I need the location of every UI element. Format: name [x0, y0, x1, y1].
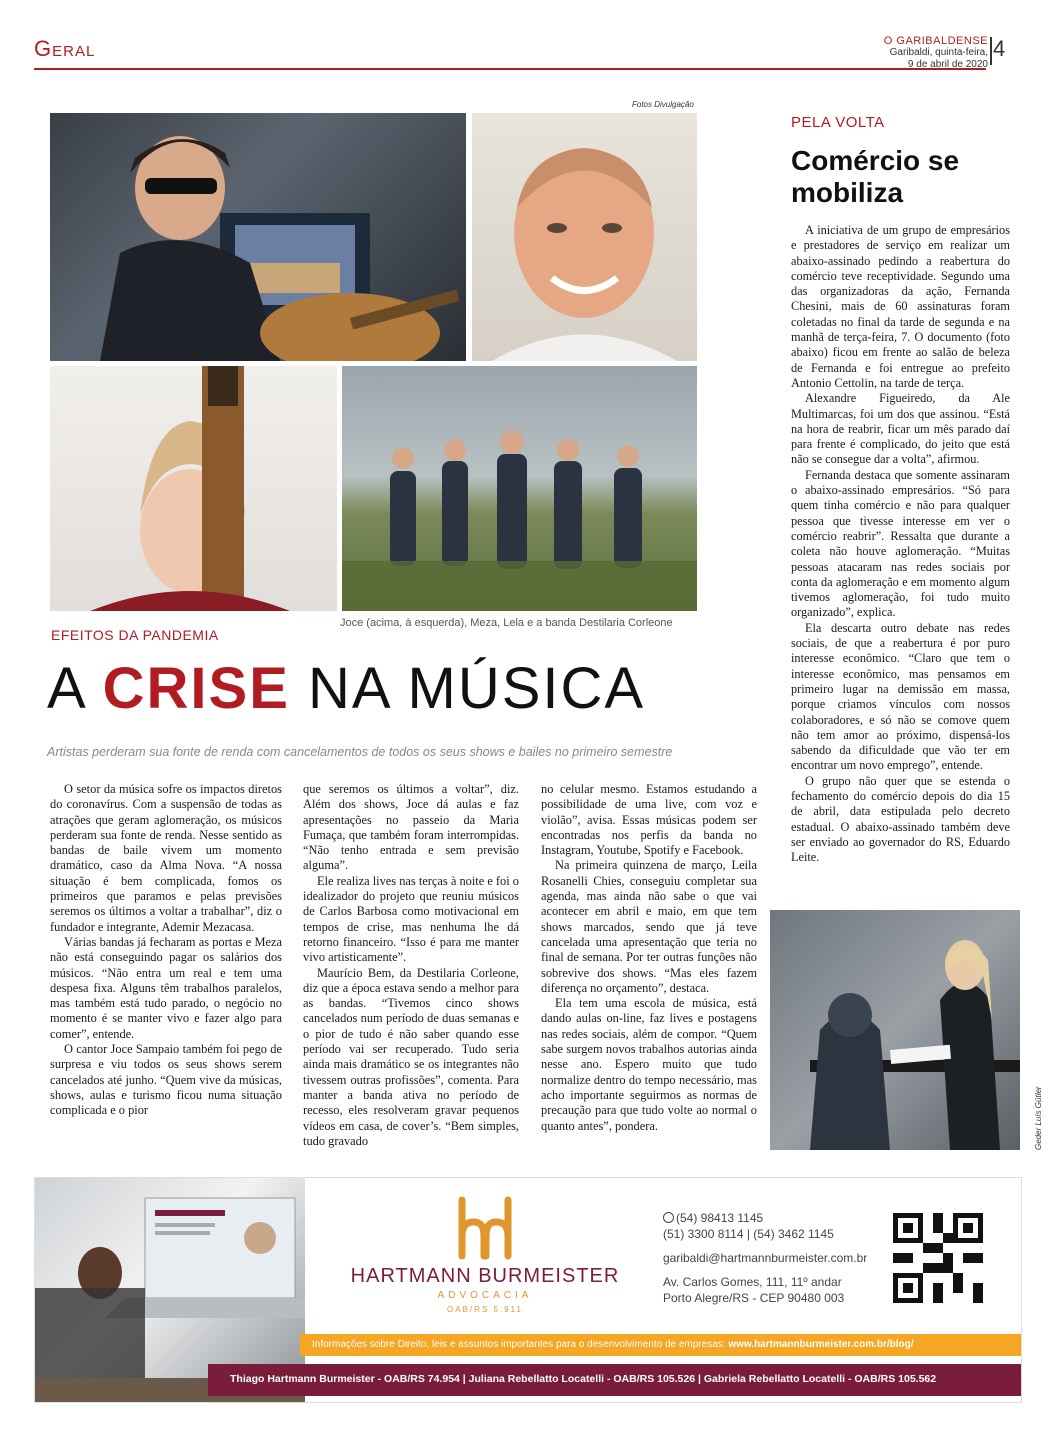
ad-oab: OAB/RS 5.911 — [447, 1305, 523, 1314]
paragraph: A iniciativa de um grupo de empresários e prestadores de serviço em realizar um abaixo-assinado pedindo a reabertura do comércio teve receptividade. Segundo uma das organizadoras da ação, Fernanda Chesini, mais de 60 assinaturas foram coletadas no final da tarde de segunda e na manhã de terça-feira, 7. O documento (foto abaixo) ficou em frente ao salão de beleza de Fernanda e foi entregue ao prefeito Antonio Cettolin, na tarde de terça. — [791, 223, 1010, 390]
photo-meza-illustration — [472, 113, 697, 361]
masthead — [884, 35, 988, 71]
ad-info-label: Informações sobre Direito, leis e assuntos importantes para o desenvolvimento de empresas: — [312, 1339, 726, 1350]
paragraph: Ele realiza lives nas terças à noite e foi o idealizador do projeto que reuniu músicos de Carlos Barbosa como motivacional em tempos de crise, mas nenhuma lhe dá retorno financeiro. “Isso é para me manter vivo artisticamente”. — [303, 873, 519, 965]
paragraph: O setor da música sofre os impactos diretos do coronavírus. Com a suspensão de todas as atrações que geram aglomeração, os músicos perderam sua fonte de renda. Nesse sentido as bandas de baile vivem um momento dramático, caso da Alma Nova. “A nossa situação é bem complicada, fomos os primeiros que paramos e pelas previsões seremos os últimos a voltar a trabalhar”, diz o fundador e integrante, Ademir Mezacasa. — [50, 782, 282, 934]
qr-code-icon[interactable] — [893, 1213, 983, 1303]
ad-logo — [450, 1196, 520, 1262]
side-photo-credit: Geder Luís Gütler — [1034, 1086, 1043, 1150]
main-column-3 — [541, 782, 757, 1134]
main-deck: Artistas perderam sua fonte de renda com cancelamentos de todos os seus shows e bailes no primeiro semestre — [47, 745, 673, 759]
publication-name: O GARIBALDENSE — [883, 35, 988, 47]
paragraph: O cantor Joce Sampaio também foi pego de surpresa e viu todos os seus shows serem cancelados até junho. “Quem vive da músicas, shows, aulas e turismo ficou numa situação complicada e o pior — [50, 1042, 282, 1118]
dateline-line-2: 9 de abril de 2020 — [907, 59, 988, 70]
paragraph: Na primeira quinzena de março, Leila Rosanelli Chies, conseguiu completar sua agenda, mas ainda não sabe o que vai acontecer em abril e maio, em que tem shows marcados, sendo que já teve cancelada uma apresentação que teria no final de semana. Por ter outras funções não sobrevive dos shows. “Mas eles fazem diferença no orçamento”, destaca. — [541, 858, 757, 995]
whatsapp-icon — [663, 1212, 674, 1223]
side-title: Comércio se mobiliza — [791, 145, 960, 208]
main-headline — [47, 655, 645, 722]
page-number-divider — [990, 37, 992, 65]
main-column-2 — [303, 782, 519, 1149]
photo-lela-illustration — [50, 366, 337, 611]
ad-whatsapp — [663, 1211, 763, 1225]
photo-lela — [50, 366, 337, 611]
headline-part-1: A — [47, 656, 85, 721]
qr-code-pattern — [893, 1213, 983, 1303]
photo-joce-illustration — [50, 113, 466, 361]
paragraph: Ela tem uma escola de música, está dando aulas on-line, faz lives e postagens nas redes sociais, além de compor. “Quem sabe surgem novos trabalhos autorias ainda nesse ano. Espero muito que tudo normalize dentro do tempo necessário, mas acho importante seguirmos as normas de precaução para que tudo volte ao normal o quanto antes”, pondera. — [541, 996, 757, 1133]
dateline-line-1: Garibaldi, quinta-feira, — [889, 47, 988, 58]
header-rule — [34, 68, 986, 70]
ad-info-url[interactable]: www.hartmannburmeister.com.br/blog/ — [728, 1339, 914, 1350]
section-name: Geral — [34, 36, 96, 61]
paragraph: Fernanda destaca que somente assinaram o abaixo-assinado empresários. “Só para quem tinha comércio e não para qualquer pessoa que tivesse interesse em ver o comércio reabrir”. Ressalta que durante a coleta não houve aglomeração. “Muitas pessoas atacaram nas redes sociais por conta da aglomeração e em momento algum tivemos aglomeração, foi tudo muito organizado”, explica. — [791, 467, 1010, 620]
photo-joce — [50, 113, 466, 361]
side-story-body — [791, 223, 1010, 865]
ad-address-2: Porto Alegre/RS - CEP 90480 003 — [663, 1291, 845, 1305]
paragraph: no celular mesmo. Estamos estudando a possibilidade de uma live, com voz e violão”, avisa. Essas músicas podem ser encontradas nos perfis da banda no Instagram, Youtube, Spotify e Facebook. — [541, 782, 757, 858]
photo-meza — [472, 113, 697, 361]
photo-signing-illustration — [770, 910, 1020, 1150]
headline-part-2: NA MÚSICA — [308, 656, 646, 721]
hb-logo-icon — [450, 1196, 520, 1262]
paragraph: O grupo não quer que se estenda o fechamento do comércio depois do dia 15 de abril, data estipulada pelo decreto estadual. O abaixo-assinado também deve ser enviado ao governador do RS, Eduardo Leite. — [791, 773, 1010, 865]
photo-destilaria-corleone — [342, 366, 697, 611]
ad-firm-name: HARTMANN BURMEISTER — [350, 1265, 620, 1287]
paragraph: Maurício Bem, da Destilaria Corleone, diz que a época estava sendo a melhor para as bandas. “Tivemos cinco shows cancelados num período de duas semanas e o pior de tudo é não saber quando esse período vai ser recuperado. Tudo seria ainda mais dramático se os integrantes não tivessem outras profissões”, comenta. Para manter a banda ativa no período de recesso, eles resolveram gravar pequenos vídeos em casa, de cover’s. “Bem simples, tudo gravado — [303, 965, 519, 1148]
headline-highlight: CRISE — [102, 656, 290, 721]
ad-phone-whatsapp[interactable]: (54) 98413 1145 — [676, 1211, 764, 1225]
ad-lawyers: Thiago Hartmann Burmeister - OAB/RS 74.954 | Juliana Rebellatto Locatelli - OAB/RS 105.526 | Gabriela Rebellatto Locatelli - OAB/RS 105.562 — [230, 1373, 937, 1385]
photo-band-illustration — [342, 366, 697, 611]
paragraph: Alexandre Figueiredo, da Ale Multimarcas, foi um dos que assinou. “Está na hora de reabrir, ficar um mês parado daí para frente é complicado, do jeito que está não se consegue dar a volta”, afirmou. — [791, 391, 1010, 467]
side-kicker: PELA VOLTA — [791, 114, 885, 131]
ad-firm-sub: ADVOCACIA — [437, 1290, 533, 1301]
ad-email[interactable]: garibaldi@hartmannburmeister.com.br — [663, 1251, 868, 1265]
photo-caption: Joce (acima, à esquerda), Meza, Lela e a banda Destilaria Corleone — [340, 617, 673, 629]
ad-info-text — [312, 1339, 914, 1350]
paragraph: Ela descarta outro debate nas redes sociais, de que a reabertura é por puro interesse econômico. “Claro que tem o interesse econômico, mas pensamos em primeiro lugar na demissão em massa, porque criamos vínculos com nossos colaboradores, e só não se comove quem não tem amor ao próximo, dispensá-los sabendo da dificuldade que vão ter em encontrar um novo emprego”, entende. — [791, 620, 1010, 773]
ad-phones[interactable]: (51) 3300 8114 | (54) 3462 1145 — [663, 1227, 834, 1241]
paragraph: Várias bandas já fecharam as portas e Meza não está conseguindo pagar os salários dos músicos. “Não entra um real e tem uma despesa fixa. Alguns têm trabalhos paralelos, mas também está tudo parado, o negócio no momento é se manter vivo e fazer algo para comer”, entende. — [50, 934, 282, 1041]
main-column-1 — [50, 782, 282, 1119]
photo-credit: Fotos Divulgação — [632, 100, 694, 109]
photo-abaixo-assinado — [770, 910, 1020, 1150]
ad-address-1: Av. Carlos Gomes, 111, 11º andar — [663, 1275, 842, 1289]
page-number: 4 — [993, 36, 1006, 61]
paragraph: que seremos os últimos a voltar”, diz. Além dos shows, Joce dá aulas e faz apresentações no passeio da Maria Fumaça, que também foram interrompidas. “Não tenho entrada e sem previsão alguma”. — [303, 782, 519, 873]
main-kicker: EFEITOS DA PANDEMIA — [51, 627, 219, 643]
